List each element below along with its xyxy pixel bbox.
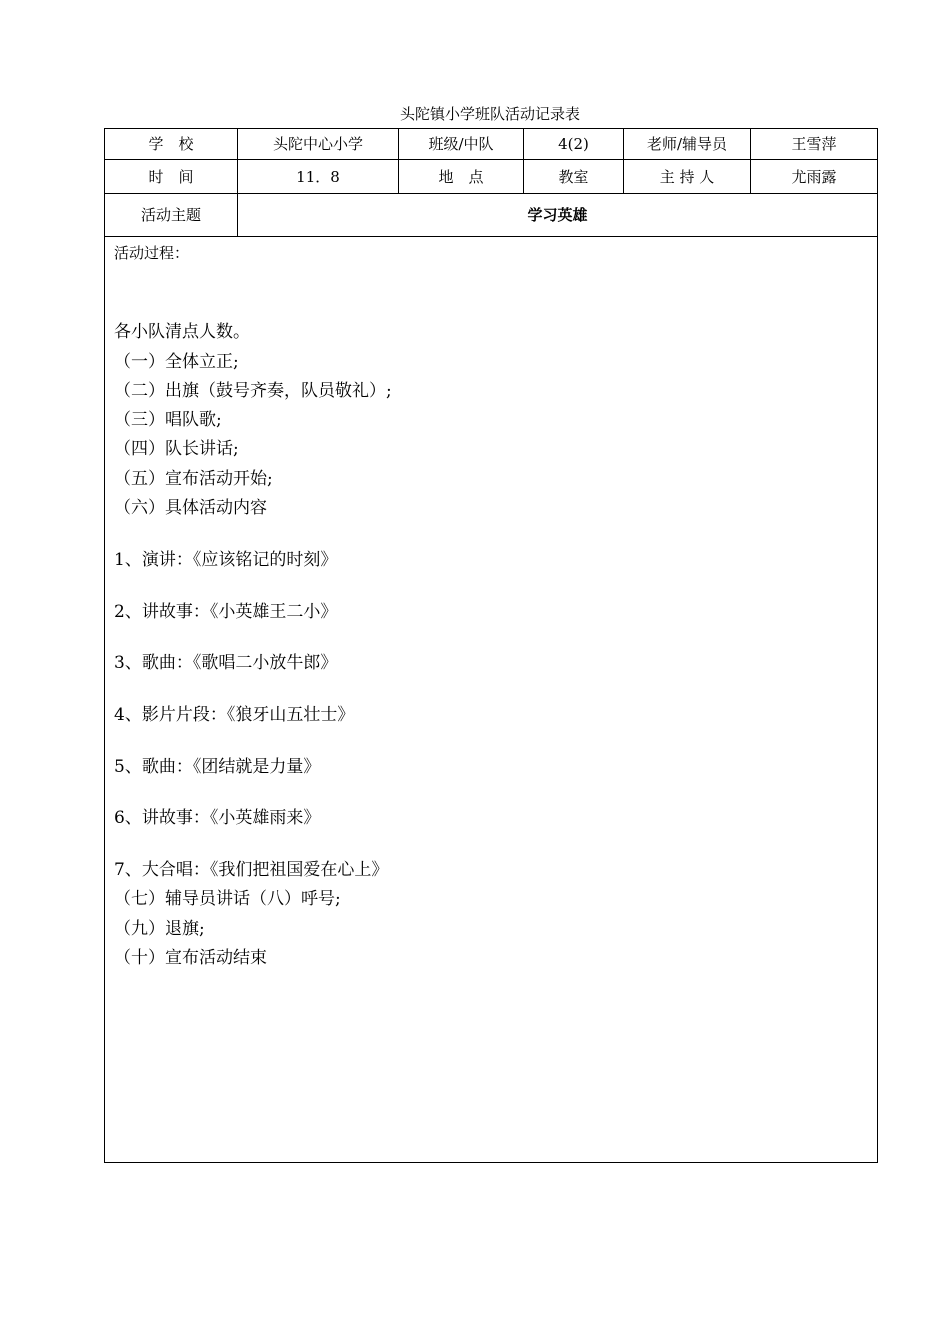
place-label: 地 点	[399, 160, 524, 194]
table-row-theme	[105, 194, 878, 237]
process-line: 2、讲故事：《小英雄王二小》	[114, 602, 338, 622]
process-line: （十）宣布活动结束	[114, 948, 267, 968]
school-value: 头陀中心小学	[238, 129, 399, 160]
process-line: 各小队清点人数。	[114, 322, 250, 342]
activity-record-table	[104, 128, 878, 1163]
host-label: 主 持 人	[624, 160, 751, 194]
table-row-school	[105, 129, 878, 160]
process-line: 1、演讲：《应该铭记的时刻》	[114, 550, 338, 570]
school-label: 学 校	[105, 129, 238, 160]
class-value: 4(2)	[524, 129, 624, 160]
time-value: 11．8	[238, 160, 399, 194]
teacher-value: 王雪萍	[751, 129, 878, 160]
process-line: （一）全体立正;	[114, 352, 239, 372]
place-value: 教室	[524, 160, 624, 194]
theme-value: 学习英雄	[238, 194, 878, 237]
process-line: （二）出旗（鼓号齐奏，队员敬礼）;	[114, 381, 392, 401]
process-line: （五）宣布活动开始;	[114, 469, 273, 489]
theme-label: 活动主题	[105, 194, 238, 237]
process-line: 6、讲故事：《小英雄雨来》	[114, 808, 321, 828]
process-line: （三）唱队歌;	[114, 410, 222, 430]
document-title: 头陀镇小学班队活动记录表	[399, 105, 580, 123]
process-line: （七）辅导员讲话（八）呼号;	[114, 889, 341, 909]
teacher-label: 老师/辅导员	[624, 129, 751, 160]
process-line: （九）退旗;	[114, 919, 205, 939]
process-cell	[105, 237, 878, 1163]
process-line: 4、影片片段：《狼牙山五壮士》	[114, 705, 355, 725]
process-label: 活动过程：	[114, 244, 190, 262]
process-content	[105, 237, 877, 1162]
process-line: 7、大合唱：《我们把祖国爱在心上》	[114, 860, 389, 880]
host-value: 尤雨露	[751, 160, 878, 194]
class-label: 班级/中队	[399, 129, 524, 160]
process-line: （六）具体活动内容	[114, 498, 267, 518]
process-line: 3、歌曲：《歌唱二小放牛郎》	[114, 653, 338, 673]
process-line: 5、歌曲：《团结就是力量》	[114, 757, 321, 777]
time-label: 时 间	[105, 160, 238, 194]
table-row-process	[105, 237, 878, 1163]
process-line: （四）队长讲话;	[114, 439, 239, 459]
table-row-time	[105, 160, 878, 194]
